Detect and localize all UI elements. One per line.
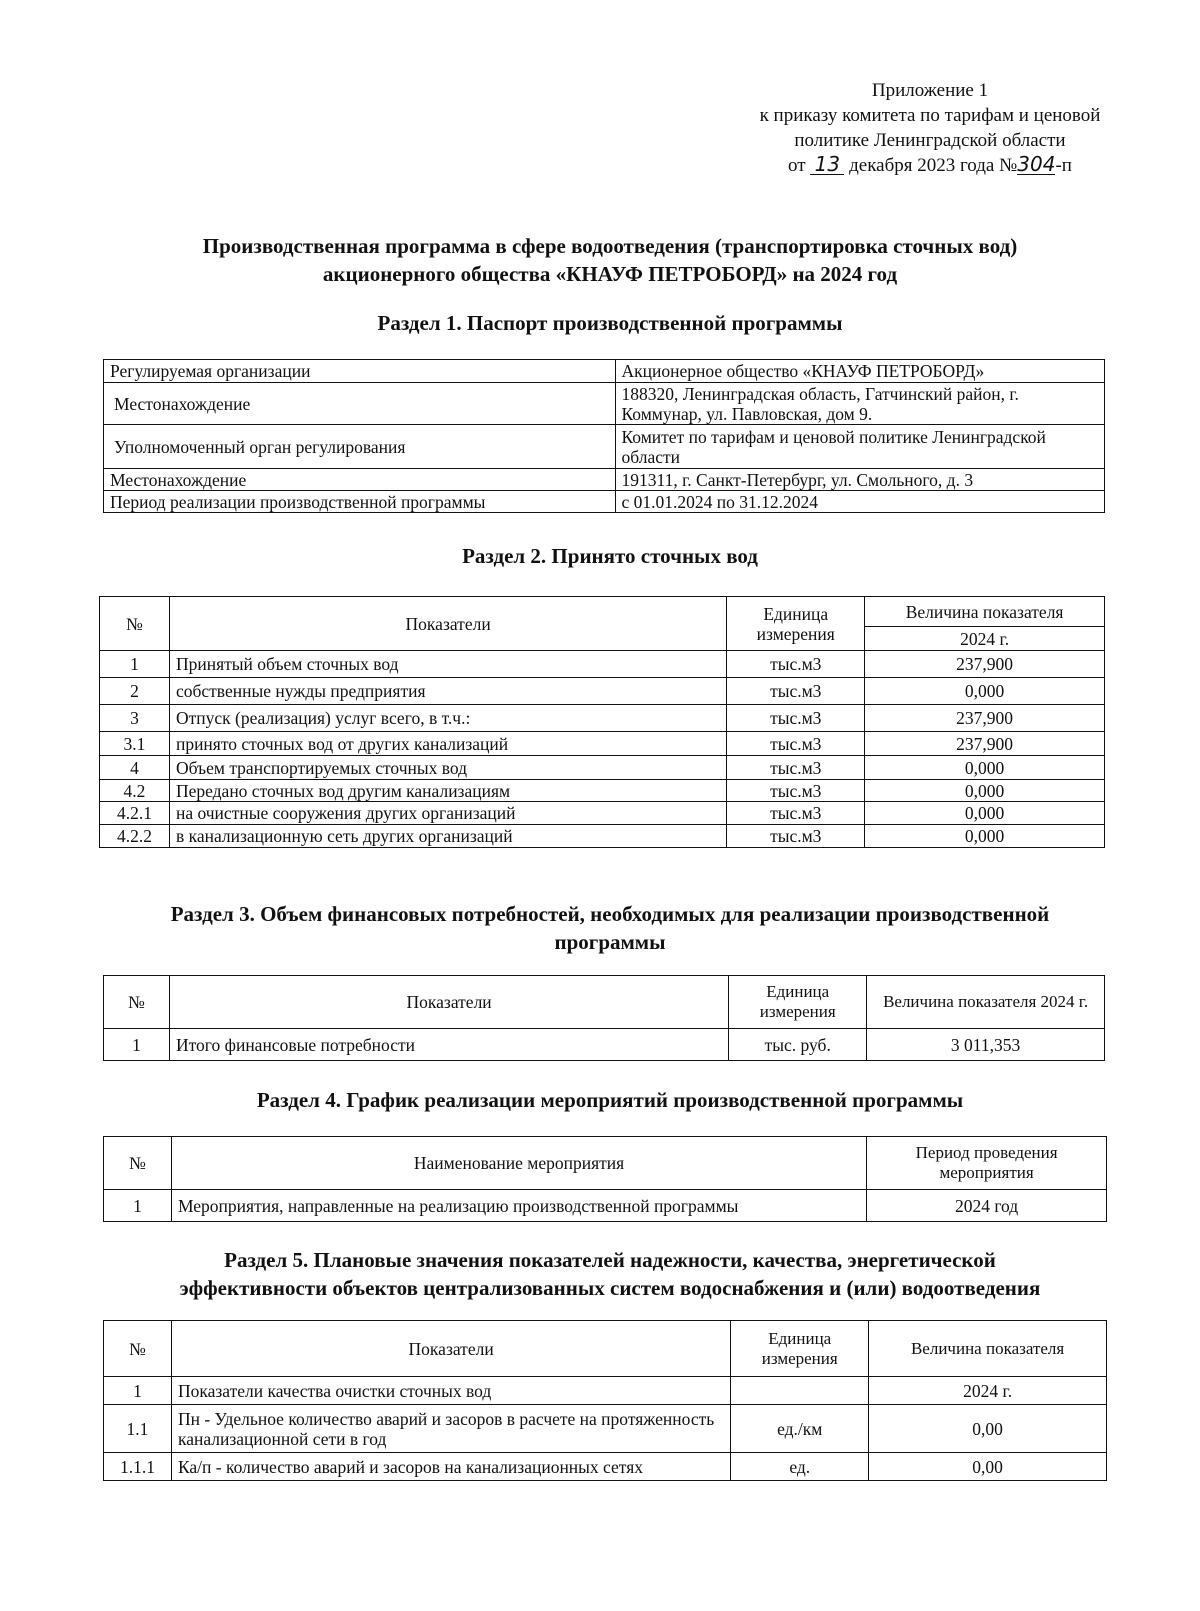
table-row bbox=[100, 756, 1105, 780]
passport-label: Регулируемая организации bbox=[104, 360, 616, 383]
passport-value: Акционерное общество «КНАУФ ПЕТРОБОРД» bbox=[615, 360, 1105, 383]
appendix-header bbox=[700, 78, 1160, 178]
indicator-name: Отпуск (реализация) услуг всего, в т.ч.: bbox=[169, 705, 726, 732]
table-row bbox=[104, 1190, 1107, 1222]
col-header-name: Наименование мероприятия bbox=[171, 1137, 866, 1190]
unit: ед. bbox=[731, 1453, 869, 1481]
section5-title-line1: Раздел 5. Плановые значения показателей надежности, качества, энергетической bbox=[224, 1248, 996, 1272]
col-header-num: № bbox=[104, 1321, 172, 1377]
indicator-name: Итого финансовые потребности bbox=[169, 1029, 728, 1061]
col-header-period: Период проведения мероприятия bbox=[867, 1137, 1107, 1190]
col-header-indicator: Показатели bbox=[171, 1321, 730, 1377]
table-row bbox=[104, 425, 1105, 469]
schedule-table bbox=[103, 1136, 1107, 1222]
appendix-middle: декабря 2023 года № bbox=[849, 155, 1018, 176]
section5-title-line2: эффективности объектов централизованных систем водоснабжения и (или) водоотведения bbox=[179, 1276, 1041, 1300]
unit: тыс.м3 bbox=[727, 678, 865, 705]
indicator-name: Передано сточных вод другим канализациям bbox=[169, 780, 726, 802]
table-row bbox=[104, 1377, 1107, 1405]
indicator-value: 0,000 bbox=[865, 825, 1105, 848]
unit: тыс. руб. bbox=[729, 1029, 867, 1061]
col-header-unit: Единица измерения bbox=[731, 1321, 869, 1377]
col-header-indicator: Показатели bbox=[169, 976, 728, 1029]
indicator-value: 3 011,353 bbox=[867, 1029, 1105, 1061]
activity-period: 2024 год bbox=[867, 1190, 1107, 1222]
col-header-num: № bbox=[104, 976, 170, 1029]
indicator-value: 0,00 bbox=[869, 1405, 1107, 1453]
document-title bbox=[60, 232, 1160, 288]
unit: тыс.м3 bbox=[727, 732, 865, 756]
handwritten-number: 304 bbox=[1017, 152, 1056, 176]
indicator-name: Ка/п - количество аварий и засоров на канализационных сетях bbox=[171, 1453, 730, 1481]
section1-title: Раздел 1. Паспорт производственной программы bbox=[377, 311, 843, 335]
row-number: 3.1 bbox=[100, 732, 170, 756]
indicator-name: Показатели качества очистки сточных вод bbox=[171, 1377, 730, 1405]
indicator-value: 0,00 bbox=[869, 1453, 1107, 1481]
col-header-value: Величина показателя 2024 г. bbox=[867, 976, 1105, 1029]
passport-value: Комитет по тарифам и ценовой политике Ленинградской области bbox=[615, 425, 1105, 469]
indicator-name: Пн - Удельное количество аварий и засоров в расчете на протяженность канализационной сети в год bbox=[171, 1405, 730, 1453]
section3-title-line2: программы bbox=[554, 930, 666, 954]
row-number: 1.1.1 bbox=[104, 1453, 172, 1481]
passport-value: 191311, г. Санкт-Петербург, ул. Смольного, д. 3 bbox=[615, 469, 1105, 491]
row-number: 4.2.2 bbox=[100, 825, 170, 848]
section3-title-line1: Раздел 3. Объем финансовых потребностей, необходимых для реализации производственной bbox=[170, 902, 1050, 926]
section5-title bbox=[60, 1246, 1160, 1302]
table-row bbox=[100, 825, 1105, 848]
financial-table bbox=[103, 975, 1105, 1061]
indicator-name: Объем транспортируемых сточных вод bbox=[169, 756, 726, 780]
section4-title: Раздел 4. График реализации мероприятий производственной программы bbox=[256, 1088, 964, 1112]
unit: тыс.м3 bbox=[727, 651, 865, 678]
unit: тыс.м3 bbox=[727, 705, 865, 732]
row-number: 4.2 bbox=[100, 780, 170, 802]
passport-table bbox=[103, 359, 1105, 513]
indicator-name: в канализационную сеть других организаций bbox=[169, 825, 726, 848]
table-row bbox=[100, 678, 1105, 705]
col-header-indicator: Показатели bbox=[169, 597, 726, 651]
table-row bbox=[100, 802, 1105, 825]
indicator-value: 237,900 bbox=[865, 651, 1105, 678]
passport-label: Период реализации производственной программы bbox=[104, 491, 616, 513]
row-number: 1 bbox=[100, 651, 170, 678]
indicator-value: 0,000 bbox=[865, 756, 1105, 780]
appendix-prefix: от bbox=[788, 155, 806, 176]
indicator-name: Принятый объем сточных вод bbox=[169, 651, 726, 678]
indicator-name: принято сточных вод от других канализаций bbox=[169, 732, 726, 756]
col-header-num: № bbox=[104, 1137, 172, 1190]
indicator-value: 0,000 bbox=[865, 780, 1105, 802]
indicator-value: 0,000 bbox=[865, 802, 1105, 825]
table-row bbox=[104, 1029, 1105, 1061]
appendix-suffix: -п bbox=[1055, 155, 1072, 176]
col-header-unit: Единица измерения bbox=[729, 976, 867, 1029]
table-row bbox=[100, 651, 1105, 678]
row-number: 4 bbox=[100, 756, 170, 780]
unit: тыс.м3 bbox=[727, 756, 865, 780]
row-number: 2 bbox=[100, 678, 170, 705]
row-number: 1 bbox=[104, 1377, 172, 1405]
table-row bbox=[100, 732, 1105, 756]
appendix-line1: Приложение 1 bbox=[871, 80, 989, 101]
indicator-name: на очистные сооружения других организаций bbox=[169, 802, 726, 825]
col-header-unit: Единица измерения bbox=[727, 597, 865, 651]
row-number: 4.2.1 bbox=[100, 802, 170, 825]
document-title-line1: Производственная программа в сфере водоотведения (транспортировка сточных вод) bbox=[202, 234, 1018, 258]
table-row bbox=[104, 360, 1105, 383]
row-number: 1 bbox=[104, 1029, 170, 1061]
activity-name: Мероприятия, направленные на реализацию производственной программы bbox=[171, 1190, 866, 1222]
document-title-line2: акционерного общества «КНАУФ ПЕТРОБОРД» на 2024 год bbox=[322, 262, 898, 286]
row-number: 1.1 bbox=[104, 1405, 172, 1453]
unit bbox=[731, 1377, 869, 1405]
passport-label: Местонахождение bbox=[104, 469, 616, 491]
row-number: 1 bbox=[104, 1190, 172, 1222]
table-row bbox=[104, 491, 1105, 513]
table-row bbox=[104, 469, 1105, 491]
col-header-value: Величина показателя bbox=[869, 1321, 1107, 1377]
table-row bbox=[104, 1405, 1107, 1453]
unit: тыс.м3 bbox=[727, 825, 865, 848]
table-row bbox=[100, 705, 1105, 732]
col-header-num: № bbox=[100, 597, 170, 651]
section3-title bbox=[60, 900, 1160, 956]
appendix-line4 bbox=[700, 153, 1160, 178]
indicator-value: 237,900 bbox=[865, 705, 1105, 732]
appendix-line2: к приказу комитета по тарифам и ценовой bbox=[759, 105, 1101, 126]
table-row bbox=[104, 1453, 1107, 1481]
passport-value: с 01.01.2024 по 31.12.2024 bbox=[615, 491, 1105, 513]
handwritten-day: 13 bbox=[810, 154, 844, 175]
table-row bbox=[104, 383, 1105, 425]
wastewater-table bbox=[99, 596, 1105, 848]
indicator-name: собственные нужды предприятия bbox=[169, 678, 726, 705]
unit: тыс.м3 bbox=[727, 802, 865, 825]
indicator-value: 0,000 bbox=[865, 678, 1105, 705]
row-number: 3 bbox=[100, 705, 170, 732]
passport-value: 188320, Ленинградская область, Гатчинский район, г. Коммунар, ул. Павловская, дом 9. bbox=[615, 383, 1105, 425]
reliability-table bbox=[103, 1320, 1107, 1481]
indicator-value: 237,900 bbox=[865, 732, 1105, 756]
section2-title: Раздел 2. Принято сточных вод bbox=[462, 544, 758, 568]
passport-label: Уполномоченный орган регулирования bbox=[104, 425, 616, 469]
col-header-year: 2024 г. bbox=[865, 627, 1105, 651]
table-row bbox=[100, 780, 1105, 802]
unit: тыс.м3 bbox=[727, 780, 865, 802]
unit: ед./км bbox=[731, 1405, 869, 1453]
col-header-value: Величина показателя bbox=[865, 597, 1105, 627]
passport-label: Местонахождение bbox=[104, 383, 616, 425]
indicator-value: 2024 г. bbox=[869, 1377, 1107, 1405]
appendix-line3: политике Ленинградской области bbox=[794, 130, 1066, 151]
